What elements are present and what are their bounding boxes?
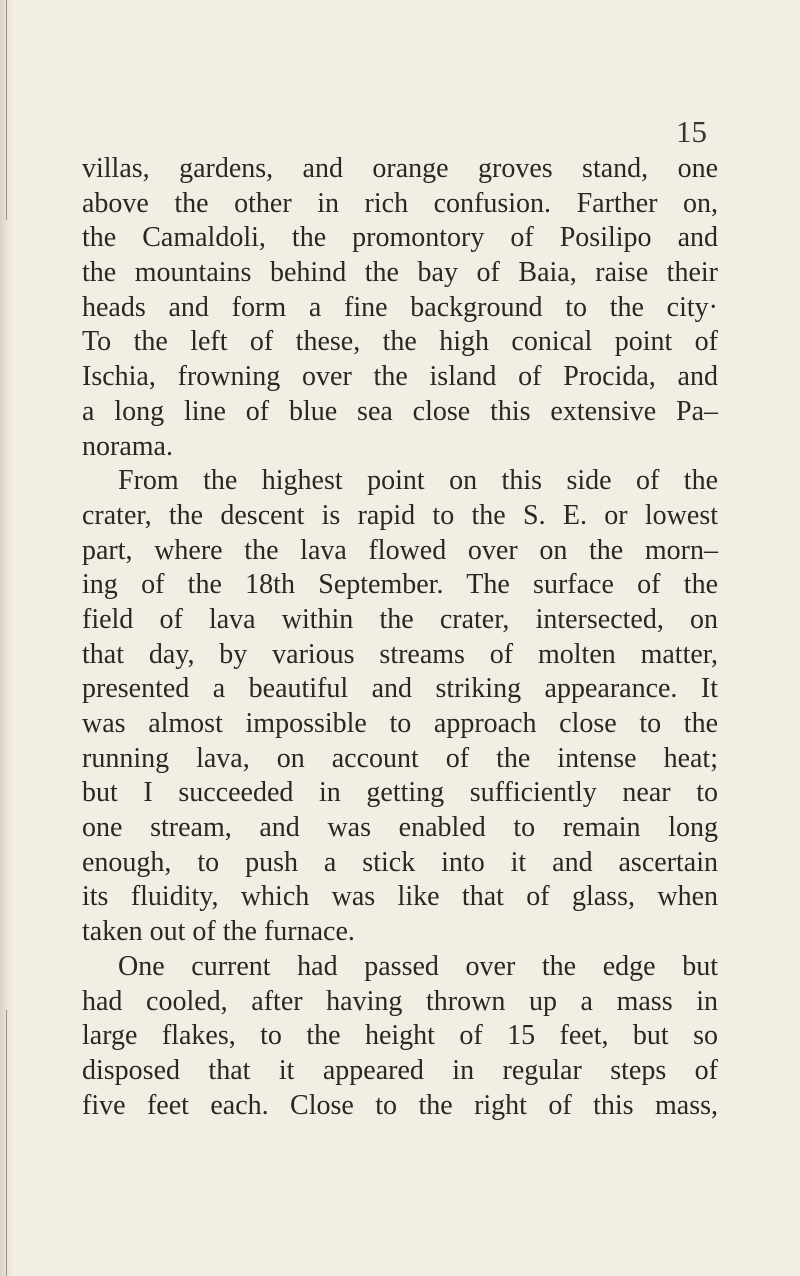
text-line: disposed that it appeared in regular steps of <box>82 1054 718 1086</box>
text-line: a long line of blue sea close this extensive Pa– <box>82 395 718 427</box>
text-line: One current had passed over the edge but <box>118 950 718 982</box>
text-line: its fluidity, which was like that of glass, when <box>82 881 718 913</box>
text-line: heads and form a fine background to the city· <box>82 291 718 323</box>
paragraph <box>82 464 718 950</box>
paragraph <box>82 152 718 464</box>
text-line: part, where the lava flowed over on the morn– <box>82 534 718 566</box>
text-line: norama. <box>82 430 173 462</box>
text-line: enough, to push a stick into it and ascertain <box>82 846 718 878</box>
text-line: one stream, and was enabled to remain long <box>82 812 718 844</box>
paragraph <box>82 950 718 1123</box>
text-line: ing of the 18th September. The surface of the <box>82 569 718 601</box>
text-line: five feet each. Close to the right of this mass, <box>82 1089 718 1121</box>
text-line: large flakes, to the height of 15 feet, but so <box>82 1020 718 1052</box>
text-line: presented a beautiful and striking appearance. It <box>82 673 718 705</box>
binding-edge-line <box>6 1010 7 1276</box>
text-line: the mountains behind the bay of Baia, raise their <box>82 257 718 289</box>
text-line: that day, by various streams of molten matter, <box>82 638 718 670</box>
text-line: the Camaldoli, the promontory of Posilipo and <box>82 222 718 254</box>
body-text <box>82 152 718 1123</box>
text-line: had cooled, after having thrown up a mass in <box>82 985 718 1017</box>
text-line: To the left of these, the high conical point of <box>82 326 718 358</box>
text-line: running lava, on account of the intense heat; <box>82 742 718 774</box>
binding-edge-line <box>6 0 7 220</box>
text-line: was almost impossible to approach close to the <box>82 708 718 739</box>
text-line: crater, the descent is rapid to the S. E. or lowest <box>82 499 718 531</box>
text-line: but I succeeded in getting sufficiently near to <box>82 777 718 809</box>
text-line: villas, gardens, and orange groves stand, one <box>82 153 718 184</box>
text-line: taken out of the furnace. <box>82 916 355 948</box>
page-number: 15 <box>676 114 707 149</box>
text-line: From the highest point on this side of the <box>118 465 718 497</box>
text-line: above the other in rich confusion. Farther on, <box>82 187 718 219</box>
text-line: field of lava within the crater, intersected, on <box>82 603 718 635</box>
page-edge <box>0 0 14 1276</box>
text-line: Ischia, frowning over the island of Procida, and <box>82 361 718 393</box>
